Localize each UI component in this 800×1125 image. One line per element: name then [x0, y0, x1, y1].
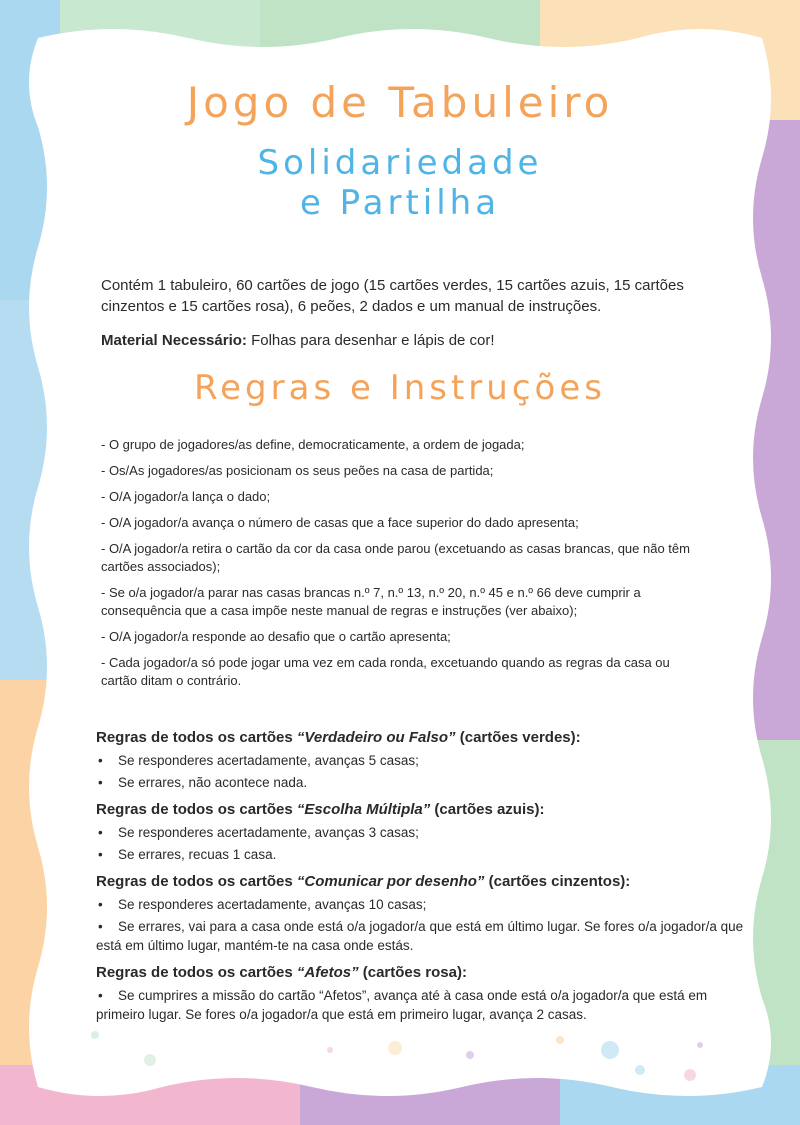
- rule-heading: [96, 872, 746, 891]
- rule-items: [96, 823, 746, 864]
- game-title: Jogo de Tabuleiro: [186, 78, 614, 127]
- bullet-icon: •: [98, 897, 103, 912]
- rule-item-text: Se responderes acertadamente, avanças 5 casas;: [118, 753, 419, 768]
- instruction-item: - O/A jogador/a lança o dado;: [101, 489, 271, 504]
- rule-item: [96, 751, 746, 770]
- rule-heading-card-name: “Verdadeiro ou Falso”: [296, 729, 456, 746]
- rule-items: [96, 986, 746, 1024]
- material-text: Folhas para desenhar e lápis de cor!: [246, 332, 495, 349]
- card-rules-section: [96, 728, 746, 1032]
- rule-heading-card-name: “Afetos”: [296, 964, 359, 981]
- instruction-item: - O/A jogador/a responde ao desafio que o cartão apresenta;: [101, 629, 451, 644]
- rule-heading-suffix: (cartões rosa):: [358, 964, 467, 981]
- instruction-item: - Cada jogador/a só pode jogar uma vez em cada ronda, excetuando quando as regras da casa ou cartão ditam o contrário.: [101, 655, 670, 688]
- rule-heading-prefix: Regras de todos os cartões: [96, 729, 297, 746]
- bullet-icon: •: [98, 753, 103, 768]
- instruction-item: - Os/As jogadores/as posicionam os seus peões na casa de partida;: [101, 463, 494, 478]
- game-subtitle-line-2: e Partilha: [299, 183, 501, 223]
- rule-block-pink-cards: [96, 963, 746, 1024]
- material-paragraph: [101, 332, 721, 349]
- rule-item: [96, 917, 746, 955]
- rule-heading-suffix: (cartões azuis):: [430, 801, 545, 818]
- instruction-item: - O/A jogador/a avança o número de casas que a face superior do dado apresenta;: [101, 515, 579, 530]
- bullet-icon: •: [98, 847, 103, 862]
- rule-item: [96, 773, 746, 792]
- instruction-item: - O/A jogador/a retira o cartão da cor da casa onde parou (excetuando as casas brancas, que não têm cartões associados);: [101, 541, 690, 574]
- material-label: Material Necessário:: [101, 332, 247, 349]
- bullet-icon: •: [98, 825, 103, 840]
- rule-item-text: Se cumprires a missão do cartão “Afetos”, avança até à casa onde está o/a jogador/a que está em primeiro lugar. Se fores o/a jogador/a que está em primeiro lugar, avança 2 casas.: [96, 988, 708, 1022]
- game-subtitle-line-1: Solidariedade: [257, 143, 543, 183]
- rule-item-text: Se errares, recuas 1 casa.: [118, 847, 277, 862]
- rule-heading-card-name: “Comunicar por desenho”: [296, 873, 485, 890]
- rule-item: [96, 986, 746, 1024]
- rule-item-text: Se responderes acertadamente, avanças 10 casas;: [118, 897, 427, 912]
- rule-item-text: Se errares, vai para a casa onde está o/a jogador/a que está em último lugar. Se fores o/a jogador/a que está em último lugar, mantém-te na casa onde estás.: [96, 919, 744, 953]
- rule-heading: [96, 800, 746, 819]
- rule-item: [96, 823, 746, 842]
- rule-item: [96, 845, 746, 864]
- rule-items: [96, 751, 746, 792]
- rule-heading-prefix: Regras de todos os cartões: [96, 801, 297, 818]
- rule-block-grey-cards: [96, 872, 746, 955]
- rule-block-blue-cards: [96, 800, 746, 864]
- rule-heading-card-name: “Escolha Múltipla”: [296, 801, 431, 818]
- bullet-icon: •: [98, 775, 103, 790]
- rule-heading-prefix: Regras de todos os cartões: [96, 873, 297, 890]
- bullet-icon: •: [98, 919, 103, 934]
- rule-item-text: Se errares, não acontece nada.: [118, 775, 308, 790]
- rule-item: [96, 895, 746, 914]
- rule-heading-suffix: (cartões cinzentos):: [484, 873, 631, 890]
- rule-heading: [96, 963, 746, 982]
- rule-heading: [96, 728, 746, 747]
- rule-item-text: Se responderes acertadamente, avanças 3 casas;: [118, 825, 419, 840]
- instruction-item: - O grupo de jogadores/as define, democraticamente, a ordem de jogada;: [101, 437, 525, 452]
- rule-block-green-cards: [96, 728, 746, 792]
- instructions-list: [101, 436, 701, 698]
- contents-paragraph: Contém 1 tabuleiro, 60 cartões de jogo (15 cartões verdes, 15 cartões azuis, 15 cartões cinzentos e 15 cartões rosa), 6 peões, 2 dados e um manual de instruções.: [101, 277, 684, 315]
- instruction-item: - Se o/a jogador/a parar nas casas brancas n.º 7, n.º 13, n.º 20, n.º 45 e n.º 66 deve cumprir a consequência que a casa impõe neste manual de regras e instruções (ver abaixo);: [101, 585, 641, 618]
- rule-heading-suffix: (cartões verdes):: [455, 729, 581, 746]
- rules-section-title: Regras e Instruções: [194, 368, 606, 408]
- rule-items: [96, 895, 746, 955]
- rule-heading-prefix: Regras de todos os cartões: [96, 964, 297, 981]
- bullet-icon: •: [98, 988, 103, 1003]
